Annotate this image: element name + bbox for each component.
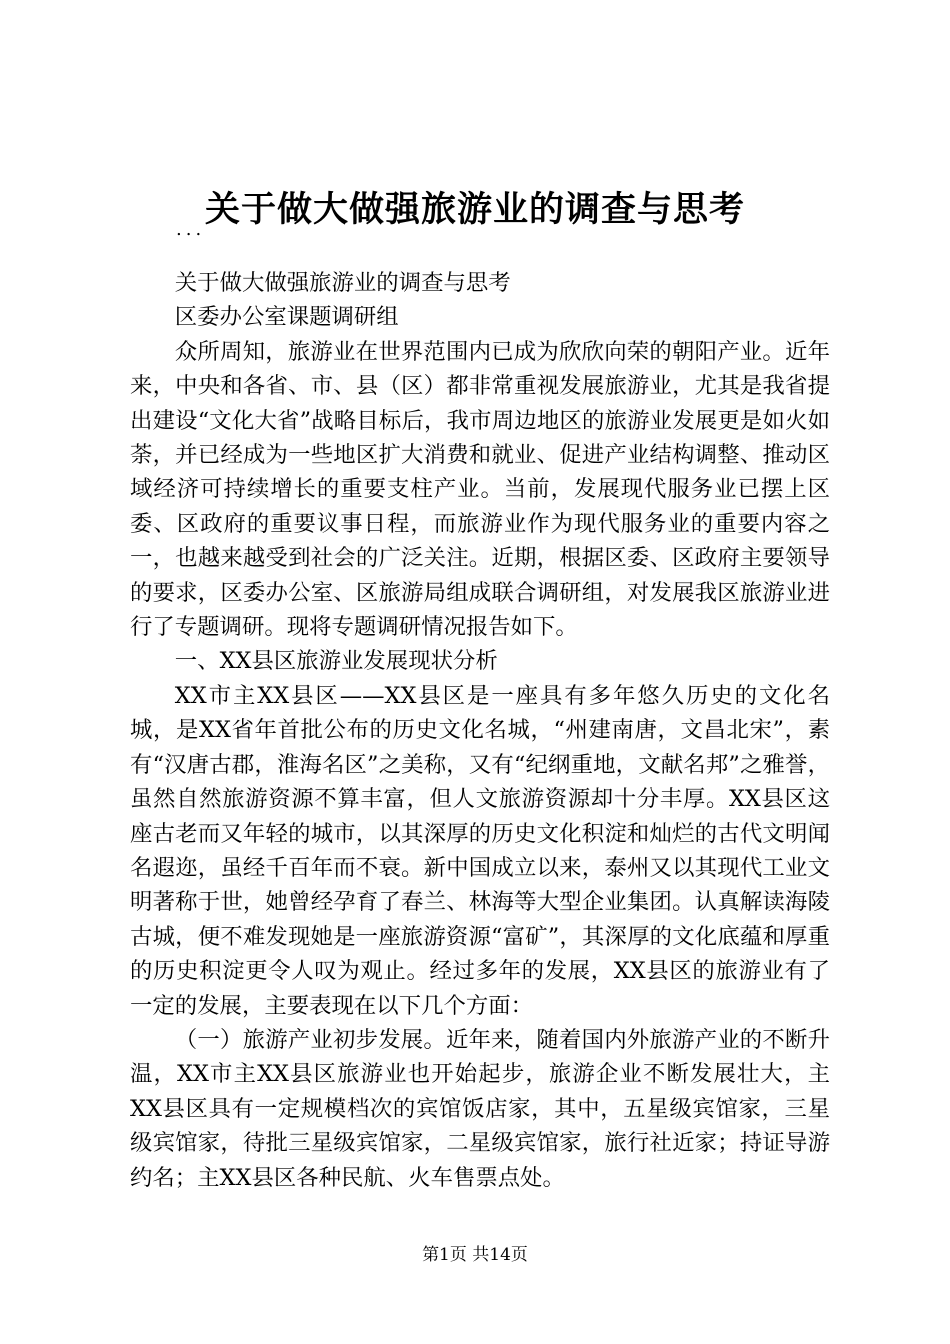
- section-heading: 一、XX县区旅游业发展现状分析: [174, 648, 498, 675]
- body-paragraph: 众所周知，旅游业在世界范围内已成为欣欣向荣的朝阳产业。近年来，中央和各省、市、县（区）都非常重视发展旅游业，尤其是我省提出建设“文化大省”战略目标后，我市周边地区的旅游业发展更是如火如荼，并已经成为一些地区扩大消费和就业、促进产业结构调整、推动区域经济可持续增长的重要支柱产业。当前，发展现代服务业已摆上区委、区政府的重要议事日程，而旅游业作为现代服务业的重要内容之一，也越来越受到社会的广泛关注。近期，根据区委、区政府主要领导的要求，区委办公室、区旅游局组成联合调研组，对发展我区旅游业进行了专题调研。现将专题调研情况报告如下。: [130, 338, 830, 641]
- subtitle-heading: 关于做大做强旅游业的调查与思考: [174, 270, 511, 296]
- body-paragraph: （一）旅游产业初步发展。近年来，随着国内外旅游产业的不断升温，XX市主XX县区旅游业也开始起步，旅游企业不断发展壮大，主XX县区具有一定规模档次的宾馆饭店家，其中，五星级宾馆家，三星级宾馆家，待批三星级宾馆家，二星级宾馆家，旅行社近家；持证导游约名；主XX县区各种民航、火车售票点处。: [130, 1026, 830, 1191]
- page-indicator: 第1页 共14页: [422, 1245, 528, 1265]
- document-body: [130, 266, 830, 1195]
- document-title: 关于做大做强旅游业的调查与思考: [204, 189, 745, 230]
- body-paragraph: XX市主XX县区——XX县区是一座具有多年悠久历史的文化名城，是XX省年首批公布的历史文化名城，“州建南唐，文昌北宋”，素有“汉唐古郡，淮海名区”之美称，又有“纪纲重地，文献名邦”之雅誉，虽然自然旅游资源不算丰富，但人文旅游资源却十分丰厚。XX县区这座古老而又年轻的城市，以其深厚的历史文化积淀和灿烂的古代文明闻名遐迩，虽经千百年而不衰。新中国成立以来，泰州又以其现代工业文明著称于世，她曾经孕育了春兰、林海等大型企业集团。认真解读海陵古城，便不难发现她是一座旅游资源“富矿”，其深厚的文化底蕴和厚重的历史积淀更令人叹为观止。经过多年的发展，XX县区的旅游业有了一定的发展，主要表现在以下几个方面：: [130, 682, 830, 1019]
- author-line: 区委办公室课题调研组: [174, 304, 399, 331]
- ellipsis-marker: ...: [176, 219, 206, 240]
